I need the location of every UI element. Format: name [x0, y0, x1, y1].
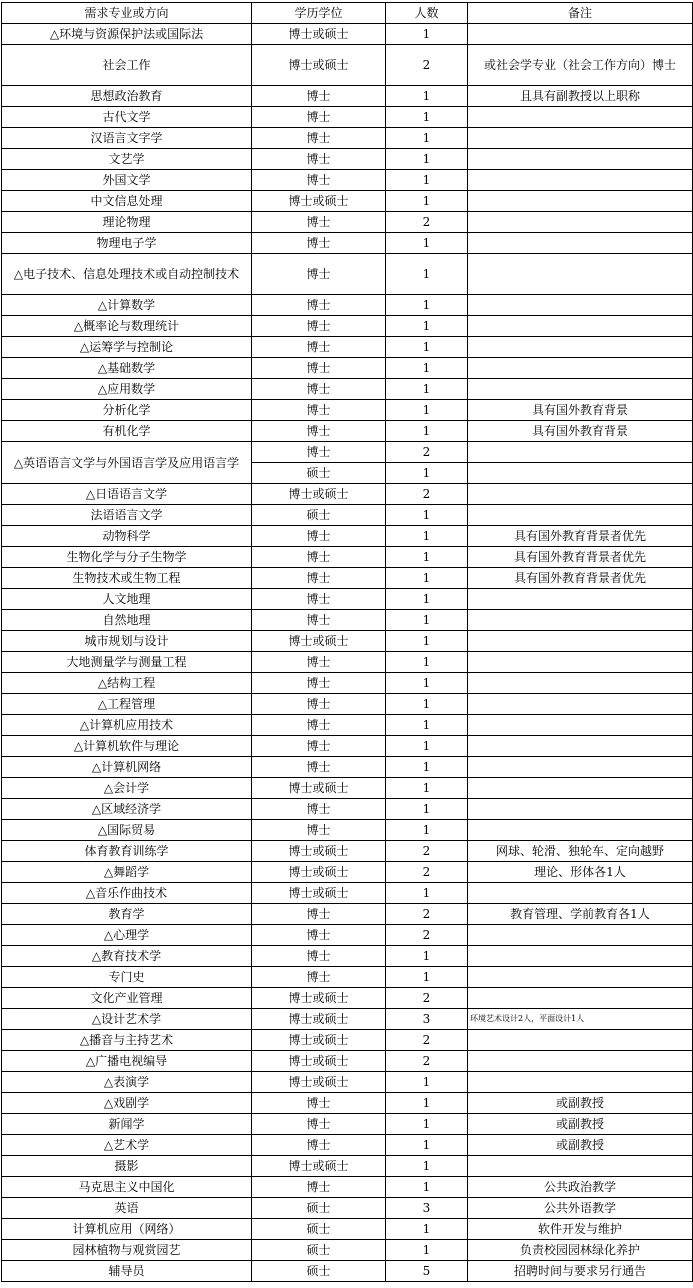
- major-cell: △环境与资源保护法或国际法: [2, 24, 252, 45]
- major-cell: 马克思主义中国化: [2, 1177, 252, 1198]
- degree-cell: 博士: [252, 1114, 386, 1135]
- table-row: [2, 442, 693, 463]
- degree-cell: 博士或硕士: [252, 1051, 386, 1072]
- table-row: [2, 946, 693, 967]
- remark-cell: [468, 316, 693, 337]
- count-cell: 1: [386, 233, 468, 254]
- remark-cell: [468, 631, 693, 652]
- table-row: [2, 757, 693, 778]
- count-cell: 1: [386, 421, 468, 442]
- degree-cell: 博士: [252, 547, 386, 568]
- count-cell: 1: [386, 652, 468, 673]
- table-row: [2, 568, 693, 589]
- table-row: [2, 295, 693, 316]
- major-cell: 理论物理: [2, 212, 252, 233]
- table-row: [2, 1240, 693, 1261]
- remark-cell: [468, 589, 693, 610]
- degree-cell: 硕士: [252, 1261, 386, 1282]
- major-cell: 社会工作: [2, 45, 252, 86]
- remark-cell: [468, 925, 693, 946]
- remark-cell: 招聘时间与要求另行通告: [468, 1261, 693, 1282]
- major-cell: △教育技术学: [2, 946, 252, 967]
- recruitment-table: [1, 2, 693, 1282]
- count-cell: 1: [386, 1135, 468, 1156]
- header-degree: 学历学位: [252, 3, 386, 24]
- degree-cell: 博士或硕士: [252, 1009, 386, 1030]
- remark-cell: [468, 736, 693, 757]
- remark-cell: 具有国外教育背景者优先: [468, 547, 693, 568]
- remark-cell: [468, 1072, 693, 1093]
- major-cell: △英语语言文学与外国语言学及应用语言学: [2, 442, 252, 484]
- remark-cell: [468, 107, 693, 128]
- table-row: [2, 1198, 693, 1219]
- remark-cell: [468, 1156, 693, 1177]
- remark-cell: 或副教授: [468, 1093, 693, 1114]
- major-cell: 摄影: [2, 1156, 252, 1177]
- degree-cell: 博士: [252, 589, 386, 610]
- count-cell: 1: [386, 463, 468, 484]
- count-cell: 2: [386, 484, 468, 505]
- count-cell: 1: [386, 149, 468, 170]
- degree-cell: 博士: [252, 1135, 386, 1156]
- degree-cell: 博士: [252, 170, 386, 191]
- table-row: [2, 379, 693, 400]
- count-cell: 2: [386, 841, 468, 862]
- count-cell: 1: [386, 1114, 468, 1135]
- remark-cell: [468, 442, 693, 463]
- remark-cell: 或副教授: [468, 1114, 693, 1135]
- table-row: [2, 149, 693, 170]
- table-row: [2, 316, 693, 337]
- table-row: [2, 967, 693, 988]
- remark-cell: 具有国外教育背景: [468, 421, 693, 442]
- major-cell: 生物技术或生物工程: [2, 568, 252, 589]
- count-cell: 1: [386, 547, 468, 568]
- major-cell: △应用数学: [2, 379, 252, 400]
- table-row: [2, 589, 693, 610]
- count-cell: 1: [386, 254, 468, 295]
- major-cell: △日语语言文学: [2, 484, 252, 505]
- major-cell: △概率论与数理统计: [2, 316, 252, 337]
- major-cell: 大地测量学与测量工程: [2, 652, 252, 673]
- major-cell: △播音与主持艺术: [2, 1030, 252, 1051]
- table-row: [2, 652, 693, 673]
- remark-cell: 具有国外教育背景者优先: [468, 526, 693, 547]
- degree-cell: 博士: [252, 86, 386, 107]
- table-row: [2, 778, 693, 799]
- degree-cell: 博士: [252, 442, 386, 463]
- table-row: [2, 526, 693, 547]
- header-remark: 备注: [468, 3, 693, 24]
- remark-cell: 具有国外教育背景者优先: [468, 568, 693, 589]
- degree-cell: 博士或硕士: [252, 24, 386, 45]
- header-row: [2, 3, 693, 24]
- table-row: [2, 1030, 693, 1051]
- degree-cell: 博士: [252, 652, 386, 673]
- remark-cell: [468, 757, 693, 778]
- major-cell: △计算机软件与理论: [2, 736, 252, 757]
- degree-cell: 博士: [252, 673, 386, 694]
- remark-cell: [468, 652, 693, 673]
- count-cell: 1: [386, 820, 468, 841]
- degree-cell: 硕士: [252, 1240, 386, 1261]
- remark-cell: [468, 946, 693, 967]
- table-row: [2, 1156, 693, 1177]
- major-cell: 文艺学: [2, 149, 252, 170]
- remark-cell: 或社会学专业（社会工作方向）博士: [468, 45, 693, 86]
- remark-cell: 环境艺术设计2人，平面设计1人: [468, 1009, 693, 1030]
- major-cell: △区域经济学: [2, 799, 252, 820]
- remark-cell: [468, 505, 693, 526]
- degree-cell: 硕士: [252, 1219, 386, 1240]
- count-cell: 2: [386, 1051, 468, 1072]
- count-cell: 1: [386, 128, 468, 149]
- header-count: 人数: [386, 3, 468, 24]
- degree-cell: 博士或硕士: [252, 484, 386, 505]
- count-cell: 1: [386, 736, 468, 757]
- remark-cell: [468, 149, 693, 170]
- degree-cell: 博士或硕士: [252, 883, 386, 904]
- count-cell: 1: [386, 1072, 468, 1093]
- degree-cell: 博士: [252, 694, 386, 715]
- major-cell: 物理电子学: [2, 233, 252, 254]
- count-cell: 1: [386, 316, 468, 337]
- degree-cell: 博士: [252, 715, 386, 736]
- remark-cell: 理论、形体各1人: [468, 862, 693, 883]
- count-cell: 2: [386, 45, 468, 86]
- remark-cell: [468, 820, 693, 841]
- count-cell: 1: [386, 379, 468, 400]
- major-cell: 动物科学: [2, 526, 252, 547]
- count-cell: 2: [386, 442, 468, 463]
- degree-cell: 博士或硕士: [252, 631, 386, 652]
- major-cell: △结构工程: [2, 673, 252, 694]
- table-row: [2, 170, 693, 191]
- remark-cell: [468, 883, 693, 904]
- table-row: [2, 358, 693, 379]
- table-row: [2, 610, 693, 631]
- major-cell: △计算数学: [2, 295, 252, 316]
- major-cell: 外国文学: [2, 170, 252, 191]
- remark-cell: 公共政治教学: [468, 1177, 693, 1198]
- major-cell: 专门史: [2, 967, 252, 988]
- degree-cell: 博士: [252, 233, 386, 254]
- table-row: [2, 254, 693, 295]
- degree-cell: 博士: [252, 149, 386, 170]
- table-row: [2, 841, 693, 862]
- count-cell: 1: [386, 610, 468, 631]
- count-cell: 1: [386, 526, 468, 547]
- table-row: [2, 1219, 693, 1240]
- table-row: [2, 212, 693, 233]
- remark-cell: [468, 694, 693, 715]
- major-cell: △舞蹈学: [2, 862, 252, 883]
- remark-cell: [468, 254, 693, 295]
- remark-cell: [468, 24, 693, 45]
- major-cell: △音乐作曲技术: [2, 883, 252, 904]
- major-cell: △工程管理: [2, 694, 252, 715]
- major-cell: △表演学: [2, 1072, 252, 1093]
- major-cell: 生物化学与分子生物学: [2, 547, 252, 568]
- count-cell: 1: [386, 757, 468, 778]
- major-cell: △运筹学与控制论: [2, 337, 252, 358]
- degree-cell: 博士: [252, 254, 386, 295]
- degree-cell: 硕士: [252, 505, 386, 526]
- count-cell: 2: [386, 904, 468, 925]
- count-cell: 1: [386, 1156, 468, 1177]
- degree-cell: 硕士: [252, 463, 386, 484]
- major-cell: 文化产业管理: [2, 988, 252, 1009]
- degree-cell: 博士: [252, 295, 386, 316]
- table-row: [2, 86, 693, 107]
- degree-cell: 博士: [252, 421, 386, 442]
- count-cell: 1: [386, 799, 468, 820]
- degree-cell: 博士或硕士: [252, 778, 386, 799]
- table-row: [2, 1051, 693, 1072]
- table-row: [2, 45, 693, 86]
- degree-cell: 博士: [252, 1177, 386, 1198]
- major-cell: 计算机应用（网络）: [2, 1219, 252, 1240]
- table-row: [2, 128, 693, 149]
- count-cell: 2: [386, 862, 468, 883]
- count-cell: 1: [386, 295, 468, 316]
- degree-cell: 博士或硕士: [252, 988, 386, 1009]
- major-cell: 新闻学: [2, 1114, 252, 1135]
- table-row: [2, 694, 693, 715]
- remark-cell: [468, 715, 693, 736]
- count-cell: 2: [386, 212, 468, 233]
- count-cell: 1: [386, 337, 468, 358]
- remark-cell: [468, 988, 693, 1009]
- degree-cell: 博士或硕士: [252, 1072, 386, 1093]
- degree-cell: 博士或硕士: [252, 1030, 386, 1051]
- major-cell: 人文地理: [2, 589, 252, 610]
- degree-cell: 博士: [252, 337, 386, 358]
- remark-cell: 软件开发与维护: [468, 1219, 693, 1240]
- degree-cell: 博士: [252, 316, 386, 337]
- table-row: [2, 1114, 693, 1135]
- count-cell: 1: [386, 24, 468, 45]
- remark-cell: [468, 463, 693, 484]
- remark-cell: 网球、轮滑、独轮车、定向越野: [468, 841, 693, 862]
- degree-cell: 博士或硕士: [252, 191, 386, 212]
- remark-cell: [468, 212, 693, 233]
- table-row: [2, 988, 693, 1009]
- degree-cell: 博士: [252, 400, 386, 421]
- count-cell: 2: [386, 925, 468, 946]
- major-cell: 中文信息处理: [2, 191, 252, 212]
- remark-cell: [468, 610, 693, 631]
- count-cell: 1: [386, 778, 468, 799]
- degree-cell: 博士: [252, 358, 386, 379]
- table-row: [2, 1093, 693, 1114]
- table-row: [2, 631, 693, 652]
- table-row: [2, 820, 693, 841]
- degree-cell: 博士: [252, 757, 386, 778]
- remark-cell: 具有国外教育背景: [468, 400, 693, 421]
- major-cell: 有机化学: [2, 421, 252, 442]
- count-cell: 1: [386, 673, 468, 694]
- count-cell: 1: [386, 967, 468, 988]
- remark-cell: [468, 967, 693, 988]
- table-row: [2, 233, 693, 254]
- remark-cell: [468, 379, 693, 400]
- remark-cell: [468, 358, 693, 379]
- count-cell: 1: [386, 107, 468, 128]
- major-cell: 分析化学: [2, 400, 252, 421]
- table-row: [2, 1072, 693, 1093]
- table-row: [2, 715, 693, 736]
- major-cell: 法语语言文学: [2, 505, 252, 526]
- count-cell: 1: [386, 883, 468, 904]
- count-cell: 1: [386, 589, 468, 610]
- major-cell: 体育教育训练学: [2, 841, 252, 862]
- remark-cell: [468, 337, 693, 358]
- table-row: [2, 191, 693, 212]
- degree-cell: 博士: [252, 568, 386, 589]
- count-cell: 1: [386, 170, 468, 191]
- remark-cell: [468, 484, 693, 505]
- remark-cell: 教育管理、学前教育各1人: [468, 904, 693, 925]
- major-cell: △基础数学: [2, 358, 252, 379]
- major-cell: 自然地理: [2, 610, 252, 631]
- count-cell: 1: [386, 191, 468, 212]
- table-row: [2, 1177, 693, 1198]
- table-row: [2, 1009, 693, 1030]
- major-cell: △设计艺术学: [2, 1009, 252, 1030]
- degree-cell: 博士或硕士: [252, 841, 386, 862]
- count-cell: 1: [386, 358, 468, 379]
- table-row: [2, 673, 693, 694]
- major-cell: 汉语言文字学: [2, 128, 252, 149]
- major-cell: △计算机网络: [2, 757, 252, 778]
- major-cell: 园林植物与观赏园艺: [2, 1240, 252, 1261]
- count-cell: 1: [386, 1240, 468, 1261]
- table-row: [2, 400, 693, 421]
- major-cell: △计算机应用技术: [2, 715, 252, 736]
- count-cell: 3: [386, 1009, 468, 1030]
- degree-cell: 博士: [252, 967, 386, 988]
- degree-cell: 博士: [252, 820, 386, 841]
- table-row: [2, 1135, 693, 1156]
- table-row: [2, 736, 693, 757]
- major-cell: 思想政治教育: [2, 86, 252, 107]
- count-cell: 1: [386, 946, 468, 967]
- degree-cell: 博士: [252, 379, 386, 400]
- degree-cell: 博士: [252, 610, 386, 631]
- table-row: [2, 862, 693, 883]
- count-cell: 3: [386, 1198, 468, 1219]
- degree-cell: 博士: [252, 107, 386, 128]
- major-cell: △心理学: [2, 925, 252, 946]
- major-cell: △艺术学: [2, 1135, 252, 1156]
- degree-cell: 博士: [252, 946, 386, 967]
- major-cell: 古代文学: [2, 107, 252, 128]
- remark-cell: [468, 799, 693, 820]
- table-row: [2, 484, 693, 505]
- count-cell: 1: [386, 694, 468, 715]
- degree-cell: 博士: [252, 526, 386, 547]
- major-cell: △广播电视编导: [2, 1051, 252, 1072]
- remark-cell: 且具有副教授以上职称: [468, 86, 693, 107]
- degree-cell: 博士: [252, 212, 386, 233]
- table-row: [2, 883, 693, 904]
- remark-cell: [468, 673, 693, 694]
- table-row: [2, 505, 693, 526]
- table-row: [2, 107, 693, 128]
- table-row: [2, 24, 693, 45]
- major-cell: △会计学: [2, 778, 252, 799]
- table-row: [2, 1261, 693, 1282]
- remark-cell: [468, 233, 693, 254]
- remark-cell: [468, 1051, 693, 1072]
- count-cell: 1: [386, 505, 468, 526]
- major-cell: 城市规划与设计: [2, 631, 252, 652]
- count-cell: 1: [386, 1219, 468, 1240]
- major-cell: 辅导员: [2, 1261, 252, 1282]
- remark-cell: [468, 778, 693, 799]
- remark-cell: 负责校园园林绿化养护: [468, 1240, 693, 1261]
- major-cell: 教育学: [2, 904, 252, 925]
- remark-cell: [468, 295, 693, 316]
- degree-cell: 博士: [252, 1093, 386, 1114]
- count-cell: 5: [386, 1261, 468, 1282]
- major-cell: 英语: [2, 1198, 252, 1219]
- degree-cell: 博士: [252, 736, 386, 757]
- major-cell: △电子技术、信息处理技术或自动控制技术: [2, 254, 252, 295]
- table-row: [2, 904, 693, 925]
- count-cell: 1: [386, 568, 468, 589]
- degree-cell: 博士: [252, 904, 386, 925]
- table-row: [2, 547, 693, 568]
- count-cell: 2: [386, 1030, 468, 1051]
- count-cell: 1: [386, 715, 468, 736]
- count-cell: 2: [386, 988, 468, 1009]
- table-row: [2, 337, 693, 358]
- degree-cell: 博士: [252, 799, 386, 820]
- degree-cell: 博士或硕士: [252, 862, 386, 883]
- degree-cell: 博士: [252, 925, 386, 946]
- table-row: [2, 799, 693, 820]
- degree-cell: 博士或硕士: [252, 1156, 386, 1177]
- remark-cell: 公共外语教学: [468, 1198, 693, 1219]
- table-row: [2, 925, 693, 946]
- degree-cell: 博士: [252, 128, 386, 149]
- count-cell: 1: [386, 631, 468, 652]
- count-cell: 1: [386, 86, 468, 107]
- degree-cell: 硕士: [252, 1198, 386, 1219]
- remark-cell: [468, 1030, 693, 1051]
- table-row: [2, 421, 693, 442]
- remark-cell: [468, 128, 693, 149]
- count-cell: 1: [386, 1093, 468, 1114]
- remark-cell: [468, 170, 693, 191]
- header-major: 需求专业或方向: [2, 3, 252, 24]
- major-cell: △国际贸易: [2, 820, 252, 841]
- major-cell: △戏剧学: [2, 1093, 252, 1114]
- degree-cell: 博士或硕士: [252, 45, 386, 86]
- count-cell: 1: [386, 400, 468, 421]
- remark-cell: [468, 191, 693, 212]
- count-cell: 1: [386, 1177, 468, 1198]
- remark-cell: 或副教授: [468, 1135, 693, 1156]
